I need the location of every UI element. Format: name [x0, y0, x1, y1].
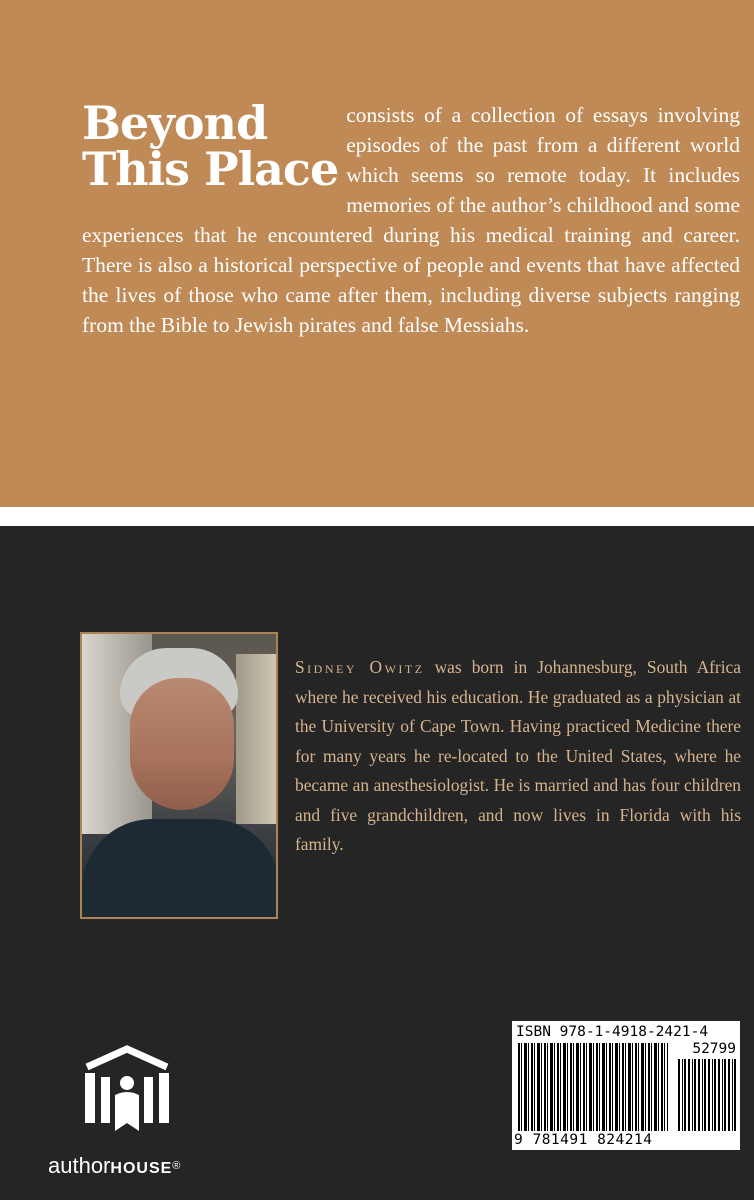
book-blurb-text: consists of a collection of essays involving episodes of the past from a different world which seems so remote today. It includes memories of the author’s childhood and some experiences that he encountered during his medical training and career. There is also a historical perspective of people and events that have affected the lives of those who came after them, including diverse subjects ranging from the Bible to Jewish pirates and false Messiahs. — [82, 103, 740, 337]
author-name: Sidney Owitz — [295, 657, 425, 677]
book-blurb — [82, 96, 740, 340]
isbn-number: ISBN 978-1-4918-2421-4 — [516, 1024, 709, 1040]
cover-divider-band — [0, 507, 754, 526]
ean-digits: 9 781491 824214 — [514, 1132, 653, 1148]
book-title-line-1: Beyond — [82, 96, 268, 150]
ean-barcode-bars — [518, 1043, 668, 1131]
price-barcode-bars — [678, 1059, 736, 1131]
publisher-name: authorHOUSE® — [48, 1153, 181, 1178]
author-bio — [295, 653, 741, 860]
isbn-barcode — [512, 1021, 740, 1150]
author-bio-text: was born in Johannesburg, South Africa where he received his education. He graduated as a physician at the University of Cape Town. Having practiced Medicine there for many years he re-located to the United States, where he became an anesthesiologist. He is married and has four children and five grandchildren, and now lives in Florida with his family. — [295, 657, 741, 854]
book-title — [82, 96, 339, 196]
author-photo — [80, 632, 278, 919]
price-code: 52799 — [692, 1041, 736, 1057]
book-title-line-2: This Place — [82, 142, 339, 196]
authorhouse-logo-icon — [77, 1043, 177, 1133]
